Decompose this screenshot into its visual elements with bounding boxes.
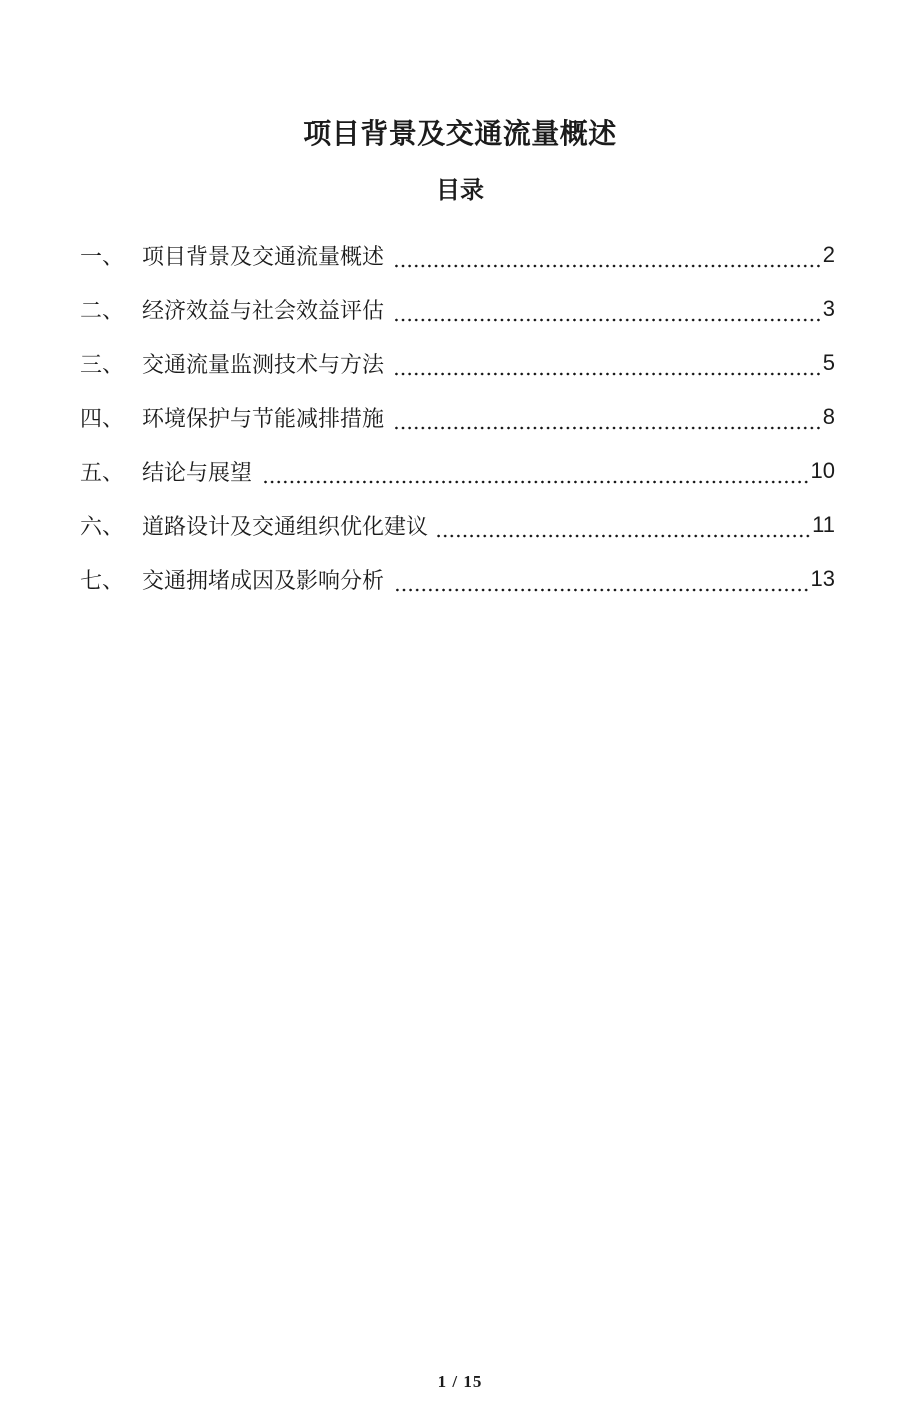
toc-entry[interactable] [80,552,835,606]
toc-entry-page-number: 10 [810,458,835,483]
toc-entry-number: 二、 [80,297,125,323]
toc-entry[interactable] [80,498,835,552]
toc-entry[interactable] [80,228,835,282]
toc-entry-number: 七、 [80,567,125,593]
toc-entry-page-number: 2 [822,242,835,267]
dot-leader [437,534,811,538]
dot-leader [393,318,822,322]
toc-entry-label: 环境保护与节能减排措施 [142,405,385,431]
dot-leader [261,480,810,484]
toc-entry-page-number: 3 [822,296,835,321]
toc-entry-page-number: 13 [810,566,835,591]
toc-entry-page-number: 11 [812,512,835,537]
toc-entry[interactable] [80,336,835,390]
table-of-contents [0,228,920,606]
toc-entry-label: 交通流量监测技术与方法 [142,351,385,377]
toc-entry-number: 三、 [80,351,125,377]
toc-entry[interactable] [80,444,835,498]
toc-entry-label: 结论与展望 [142,459,253,485]
toc-entry-number: 五、 [80,459,125,485]
toc-entry-number: 一、 [80,243,125,269]
dot-leader [393,426,822,430]
dot-leader [393,264,822,268]
toc-entry-number: 六、 [80,513,125,539]
toc-entry[interactable] [80,282,835,336]
toc-entry-number: 四、 [80,405,125,431]
document-title: 项目背景及交通流量概述 [303,118,617,149]
page-number-indicator: 1 / 15 [437,1372,483,1391]
toc-entry-label: 经济效益与社会效益评估 [142,297,385,323]
toc-entry-page-number: 8 [822,404,835,429]
toc-entry[interactable] [80,390,835,444]
dot-leader [393,372,822,376]
document-page [0,114,920,1416]
dot-leader [393,588,810,592]
toc-entry-label: 道路设计及交通组织优化建议 [142,513,429,539]
toc-entry-page-number: 5 [822,350,835,375]
toc-heading: 目录 [436,177,484,204]
toc-entry-label: 交通拥堵成因及影响分析 [142,567,385,593]
toc-entry-label: 项目背景及交通流量概述 [142,243,385,269]
